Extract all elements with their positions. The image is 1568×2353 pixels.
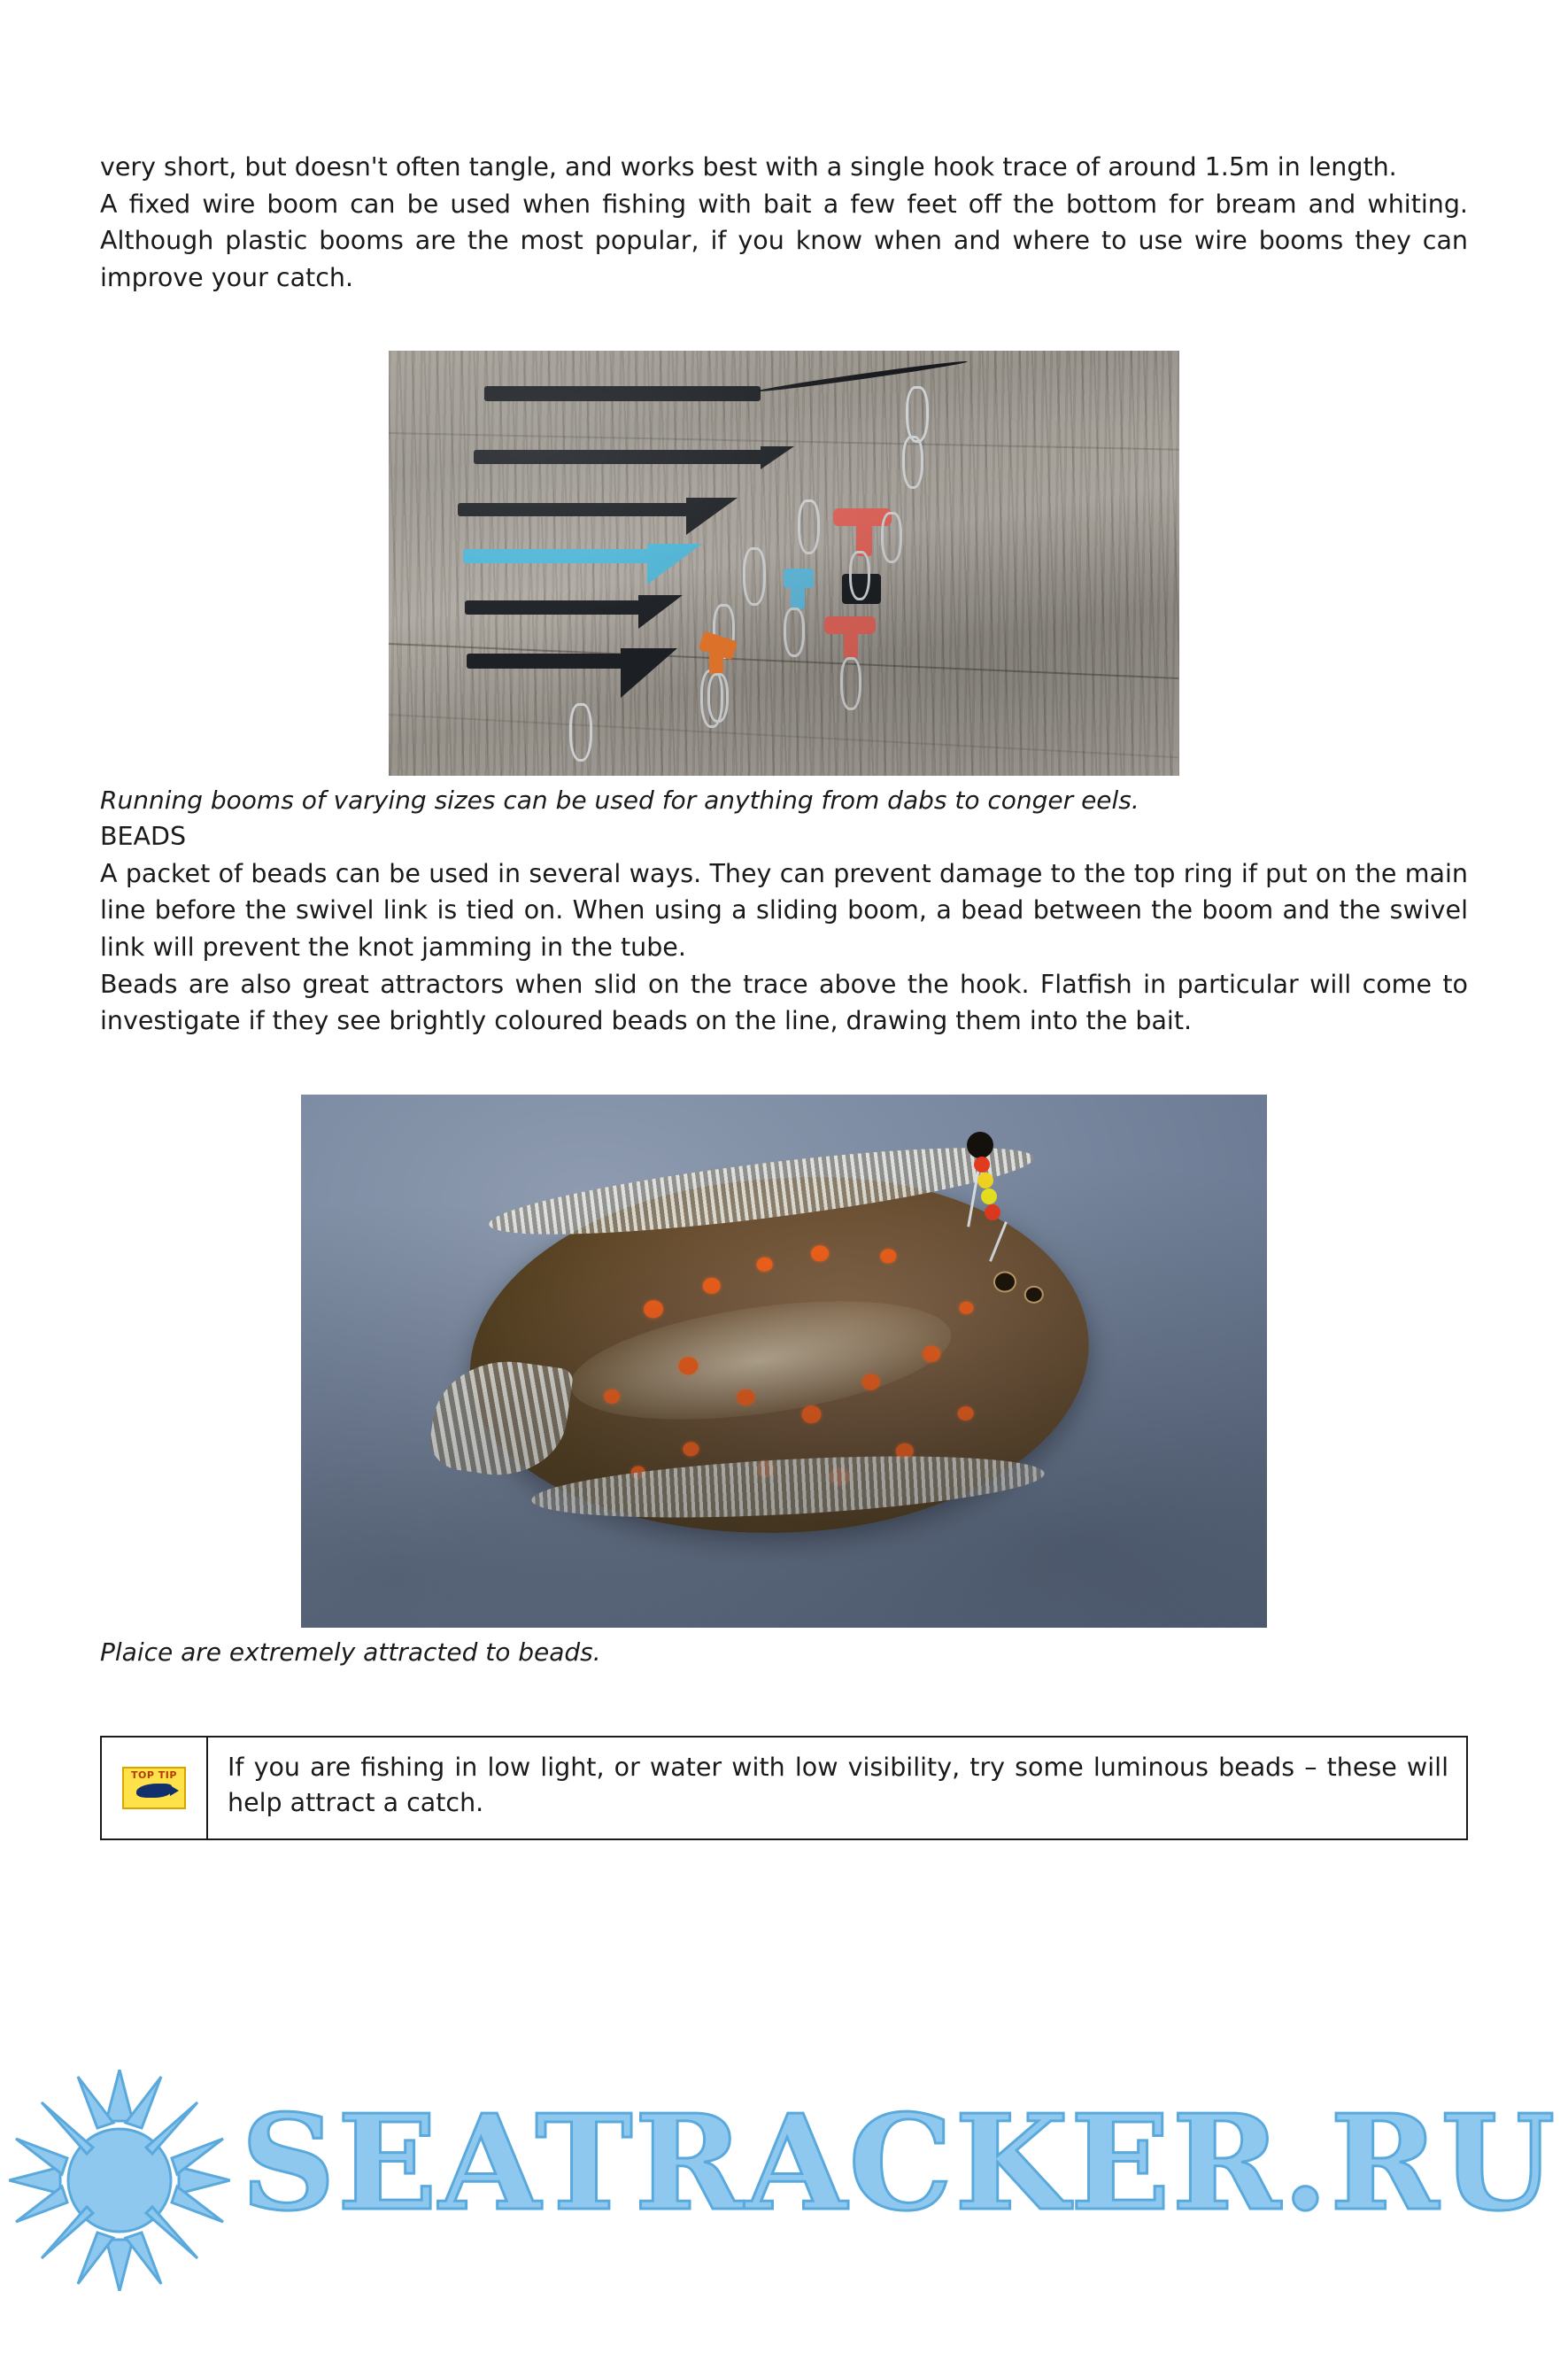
top-tip-badge-icon [122,1767,186,1809]
paragraph-intro: very short, but doesn't often tangle, and works best with a single hook trace of around 1.5m in length. [100,152,1397,182]
figure-plaice [100,1095,1468,1628]
booms-photo [389,351,1179,776]
top-tip-box [100,1736,1468,1840]
figure-booms [100,351,1468,776]
paragraph-wire-boom: A fixed wire boom can be used when fishing with bait a few feet off the bottom for bream and whiting. Although plastic booms are the most popular, if you know when and where to use wire booms they can improve your catch. [100,189,1468,292]
top-tip-text: If you are fishing in low light, or water with low visibility, try some luminous beads – these will help attract a catch. [228,1752,1448,1818]
fish-icon [136,1784,172,1798]
plaice-body [460,1163,1098,1549]
sunburst-icon [9,2070,230,2291]
figure-booms-caption: Running booms of varying sizes can be used for anything from dabs to conger eels. [100,786,1139,816]
watermark-text: SEATRACKER.RU [241,2086,1557,2240]
plaice-photo [301,1095,1267,1628]
paragraph-beads-uses: A packet of beads can be used in several ways. They can prevent damage to the top ring if put on the main line before the swivel link is tied on. When using a sliding boom, a bead between the boom and the swivel link will prevent the knot jamming in the tube. [100,858,1468,963]
watermark [0,2061,1568,2353]
paragraph-beads-attractors: Beads are also great attractors when slid on the trace above the hook. Flatfish in particular will come to investigate if they see brightly coloured beads on the line, drawing them into the bait. [100,969,1468,1036]
section-heading-beads: BEADS [100,822,187,852]
top-tip-badge-label: TOP TIP [131,1769,177,1781]
top-tip-icon-cell [102,1738,208,1838]
document-body [100,149,1468,1840]
figure-plaice-caption: Plaice are extremely attracted to beads. [100,1637,601,1667]
